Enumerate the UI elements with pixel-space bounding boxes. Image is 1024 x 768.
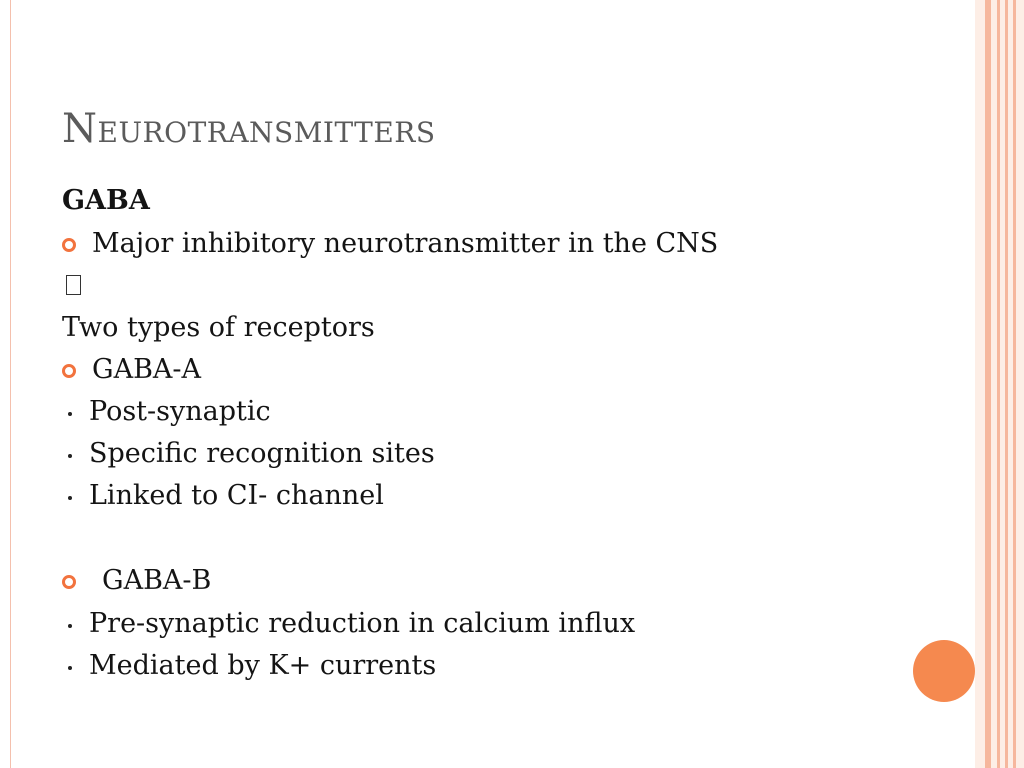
right-stripe-3 [1005,0,1008,768]
right-stripe-1 [985,0,991,768]
dot-bullet-icon [68,496,72,500]
slide-title: Neurotransmitters [62,106,436,152]
dot-bullet-icon [68,666,72,670]
sub-bullet-text: Mediated by K+ currents [89,650,437,681]
missing-glyph-icon [66,275,81,295]
ring-bullet-icon [62,364,76,378]
dot-bullet-icon [68,624,72,628]
gaba-a-label: GABA-A [92,354,202,385]
decorative-orange-circle [913,640,975,702]
left-border-line [10,0,11,768]
right-stripe-2 [997,0,1000,768]
receptor-types-text: Two types of receptors [62,312,375,343]
section-heading [62,181,150,221]
sub-bullet-text: Specific recognition sites [89,438,435,469]
dot-bullet-icon [68,412,72,416]
sub-bullet-text: Linked to CI- channel [89,480,384,511]
bullet-text: Major inhibitory neurotransmitter in the CNS [92,228,719,259]
dot-bullet-icon [68,454,72,458]
sub-bullet-text: Pre-synaptic reduction in calcium influx [89,608,636,639]
section-heading-text: GABA [62,185,150,216]
receptor-types-line [62,308,375,348]
right-stripe-4 [1013,0,1016,768]
ring-bullet-icon [62,238,76,252]
ring-bullet-icon [62,575,76,589]
gaba-b-label: GABA-B [102,565,212,596]
sub-bullet-text: Post-synaptic [89,396,271,427]
